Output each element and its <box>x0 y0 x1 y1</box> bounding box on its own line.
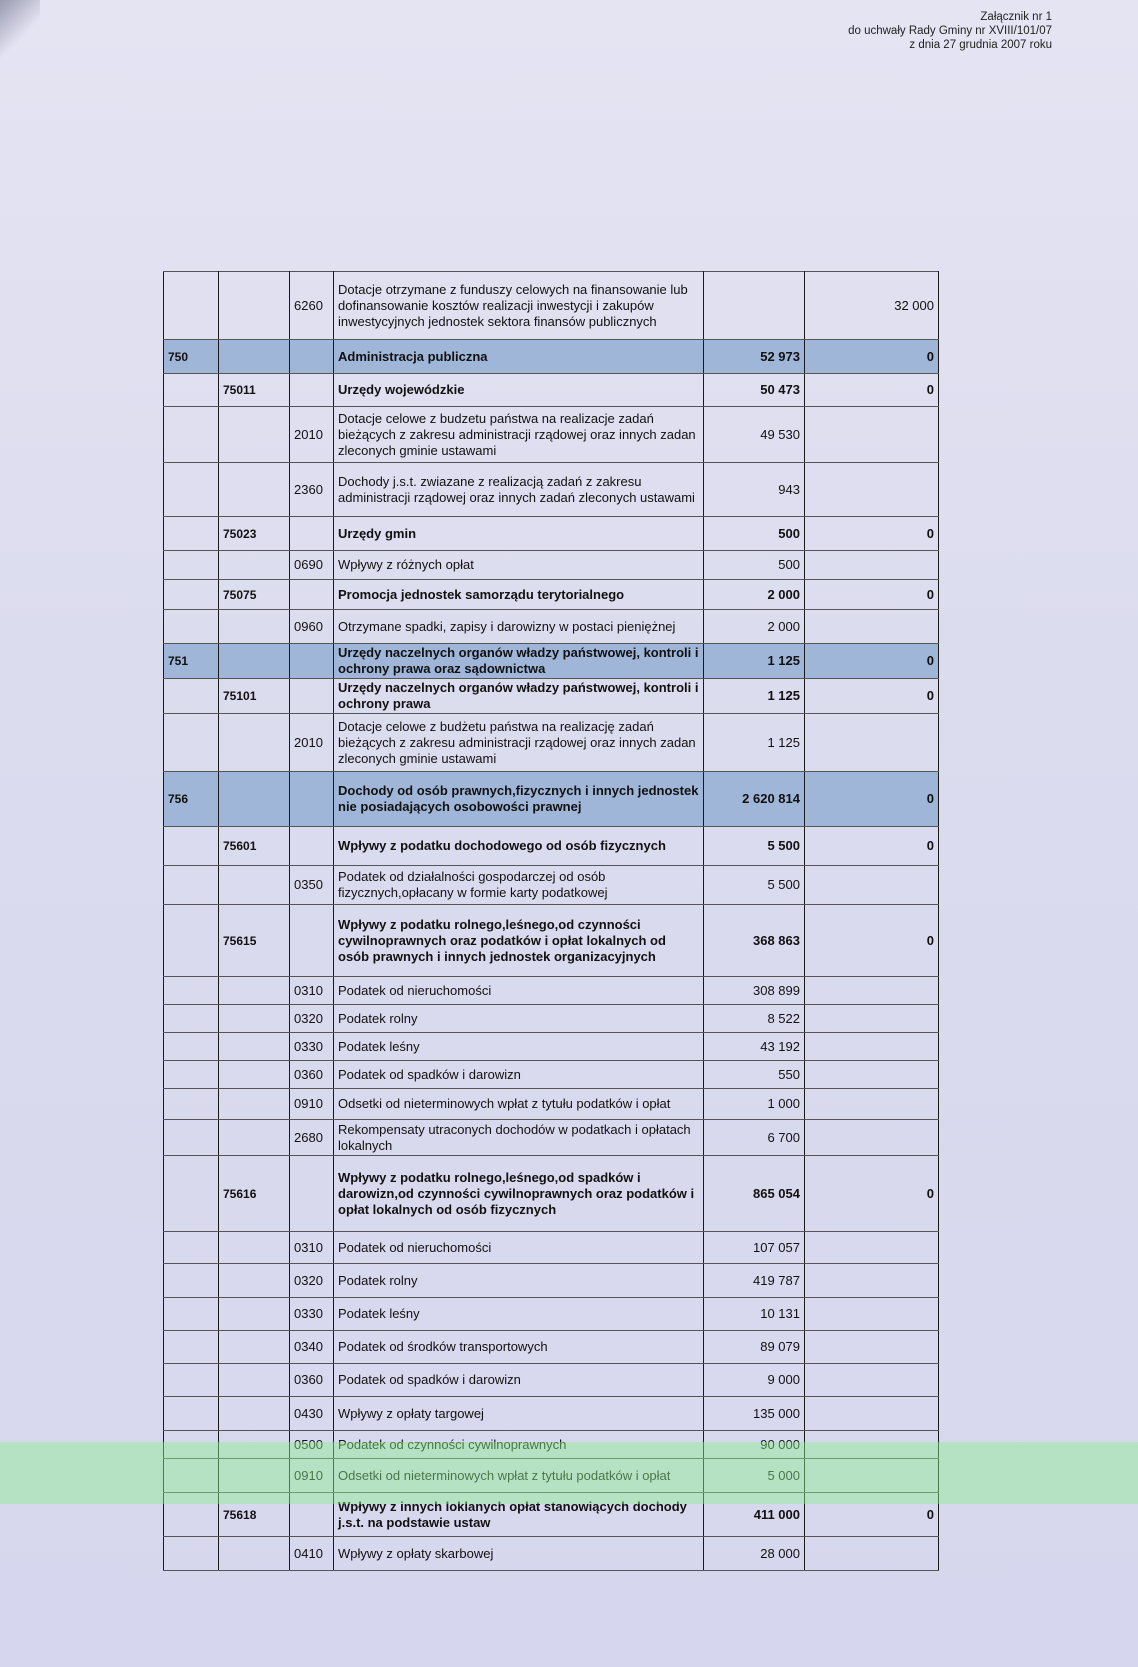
cell-rozdzial <box>219 714 290 772</box>
cell-inwestycje <box>805 977 939 1005</box>
cell-paragraf: 0340 <box>290 1331 334 1364</box>
cell-dzial <box>164 374 219 407</box>
cell-inwestycje <box>805 1061 939 1089</box>
table-row-pozycja <box>164 1397 939 1431</box>
cell-paragraf: 0350 <box>290 866 334 905</box>
header-resolution-date: z dnia 27 grudnia 2007 roku <box>909 39 1052 51</box>
cell-dzial <box>164 1537 219 1571</box>
cell-rozdzial <box>219 407 290 463</box>
cell-rozdzial <box>219 551 290 580</box>
cell-rozdzial: 75023 <box>219 517 290 551</box>
cell-plan: 5 500 <box>704 827 805 866</box>
cell-plan: 52 973 <box>704 340 805 374</box>
cell-nazwa: Podatek leśny <box>334 1298 704 1331</box>
cell-plan: 2 620 814 <box>704 772 805 827</box>
cell-dzial <box>164 866 219 905</box>
cell-paragraf: 0310 <box>290 977 334 1005</box>
cell-dzial <box>164 272 219 340</box>
table-row-pozycja <box>164 1005 939 1033</box>
cell-plan: 411 000 <box>704 1493 805 1537</box>
table-row-pozycja <box>164 1120 939 1156</box>
cell-rozdzial <box>219 977 290 1005</box>
cell-plan: 90 000 <box>704 1431 805 1459</box>
cell-plan: 49 530 <box>704 407 805 463</box>
cell-nazwa: Podatek od spadków i darowizn <box>334 1061 704 1089</box>
cell-inwestycje: 0 <box>805 905 939 977</box>
cell-dzial <box>164 1298 219 1331</box>
cell-paragraf: 0410 <box>290 1537 334 1571</box>
cell-dzial <box>164 1264 219 1298</box>
table-row-rozdz <box>164 517 939 551</box>
cell-dzial <box>164 1005 219 1033</box>
cell-plan: 943 <box>704 463 805 517</box>
cell-inwestycje <box>805 1120 939 1156</box>
cell-plan: 1 125 <box>704 679 805 714</box>
cell-paragraf <box>290 580 334 610</box>
cell-rozdzial <box>219 1264 290 1298</box>
cell-rozdzial <box>219 1331 290 1364</box>
cell-plan: 9 000 <box>704 1364 805 1397</box>
table-row-rozdz <box>164 374 939 407</box>
cell-plan: 1 125 <box>704 714 805 772</box>
cell-nazwa: Dochody j.s.t. zwiazane z realizacją zadań z zakresu administracji rządowej oraz innych zadań zleconych ustawami <box>334 463 704 517</box>
table-row-pozycja <box>164 1232 939 1264</box>
cell-paragraf: 0320 <box>290 1005 334 1033</box>
cell-dzial <box>164 517 219 551</box>
header-resolution-number: do uchwały Rady Gminy nr XVIII/101/07 <box>848 25 1052 37</box>
cell-dzial <box>164 610 219 644</box>
cell-paragraf <box>290 772 334 827</box>
table-row-dzial <box>164 340 939 374</box>
cell-rozdzial: 75101 <box>219 679 290 714</box>
cell-nazwa: Wpływy z różnych opłat <box>334 551 704 580</box>
cell-inwestycje: 0 <box>805 772 939 827</box>
cell-plan: 10 131 <box>704 1298 805 1331</box>
cell-inwestycje <box>805 1264 939 1298</box>
cell-nazwa: Wpływy z podatku rolnego,leśnego,od czynności cywilnoprawnych oraz podatków i opłat lokalnych od osób prawnych i innych jednostek organizacyjnych <box>334 905 704 977</box>
cell-plan: 6 700 <box>704 1120 805 1156</box>
cell-plan: 28 000 <box>704 1537 805 1571</box>
cell-inwestycje <box>805 1089 939 1120</box>
cell-paragraf <box>290 517 334 551</box>
table-row-pozycja <box>164 1264 939 1298</box>
cell-paragraf: 0500 <box>290 1431 334 1459</box>
cell-plan: 135 000 <box>704 1397 805 1431</box>
highlight-band <box>0 1442 1138 1504</box>
cell-paragraf: 0360 <box>290 1061 334 1089</box>
cell-inwestycje <box>805 463 939 517</box>
cell-paragraf: 0320 <box>290 1264 334 1298</box>
cell-paragraf <box>290 827 334 866</box>
cell-dzial <box>164 679 219 714</box>
budget-table-body <box>164 272 939 1571</box>
cell-paragraf: 2010 <box>290 407 334 463</box>
table-row-rozdz <box>164 679 939 714</box>
cell-plan: 1 125 <box>704 644 805 679</box>
cell-nazwa: Podatek rolny <box>334 1005 704 1033</box>
cell-inwestycje: 0 <box>805 827 939 866</box>
cell-nazwa: Dotacje celowe z budzetu państwa na realizacje zadań bieżących z zakresu administracji rządowej oraz innych zadan zleconych gminie ustawami <box>334 407 704 463</box>
table-row-pozycja <box>164 1331 939 1364</box>
cell-nazwa: Wpływy z innych loklanych opłat stanowiących dochody j.s.t. na podstawie ustaw <box>334 1493 704 1537</box>
cell-plan: 1 000 <box>704 1089 805 1120</box>
cell-rozdzial <box>219 866 290 905</box>
cell-inwestycje: 32 000 <box>805 272 939 340</box>
cell-rozdzial <box>219 272 290 340</box>
cell-plan: 419 787 <box>704 1264 805 1298</box>
cell-inwestycje <box>805 407 939 463</box>
cell-plan: 107 057 <box>704 1232 805 1264</box>
cell-plan: 368 863 <box>704 905 805 977</box>
table-row-pozycja <box>164 1298 939 1331</box>
cell-paragraf: 0910 <box>290 1089 334 1120</box>
cell-dzial: 756 <box>164 772 219 827</box>
document-header <box>848 10 1052 52</box>
cell-plan: 2 000 <box>704 610 805 644</box>
cell-nazwa: Urzędy gmin <box>334 517 704 551</box>
table-row-rozdz <box>164 580 939 610</box>
cell-nazwa: Rekompensaty utraconych dochodów w podatkach i opłatach lokalnych <box>334 1120 704 1156</box>
cell-dzial <box>164 1120 219 1156</box>
cell-rozdzial <box>219 610 290 644</box>
cell-dzial <box>164 905 219 977</box>
cell-nazwa: Podatek leśny <box>334 1033 704 1061</box>
cell-nazwa: Podatek od działalności gospodarczej od osób fizycznych,opłacany w formie karty podatkowej <box>334 866 704 905</box>
table-row-pozycja <box>164 407 939 463</box>
cell-rozdzial <box>219 644 290 679</box>
table-row-pozycja <box>164 1364 939 1397</box>
cell-nazwa: Urzędy wojewódzkie <box>334 374 704 407</box>
table-row-pozycja <box>164 714 939 772</box>
cell-dzial <box>164 463 219 517</box>
cell-plan: 500 <box>704 551 805 580</box>
cell-dzial <box>164 551 219 580</box>
cell-rozdzial: 75011 <box>219 374 290 407</box>
cell-paragraf <box>290 374 334 407</box>
cell-nazwa: Wpływy z opłaty skarbowej <box>334 1537 704 1571</box>
cell-rozdzial <box>219 1061 290 1089</box>
cell-dzial <box>164 714 219 772</box>
cell-inwestycje: 0 <box>805 580 939 610</box>
table-row-pozycja <box>164 866 939 905</box>
cell-nazwa: Odsetki od nieterminowych wpłat z tytułu podatków i opłat <box>334 1459 704 1493</box>
cell-nazwa: Urzędy naczelnych organów władzy państwowej, kontroli i ochrony prawa <box>334 679 704 714</box>
cell-inwestycje <box>805 1537 939 1571</box>
cell-nazwa: Podatek od nieruchomości <box>334 977 704 1005</box>
cell-paragraf: 0330 <box>290 1033 334 1061</box>
cell-paragraf: 0360 <box>290 1364 334 1397</box>
table-row-pozycja <box>164 463 939 517</box>
cell-inwestycje <box>805 1033 939 1061</box>
cell-nazwa: Podatek od nieruchomości <box>334 1232 704 1264</box>
cell-nazwa: Odsetki od nieterminowych wpłat z tytułu podatków i opłat <box>334 1089 704 1120</box>
cell-rozdzial <box>219 1033 290 1061</box>
cell-dzial: 751 <box>164 644 219 679</box>
table-row-dzial <box>164 772 939 827</box>
cell-nazwa: Urzędy naczelnych organów władzy państwowej, kontroli i ochrony prawa oraz sądownictwa <box>334 644 704 679</box>
cell-paragraf: 2680 <box>290 1120 334 1156</box>
cell-inwestycje <box>805 714 939 772</box>
cell-inwestycje: 0 <box>805 679 939 714</box>
cell-rozdzial <box>219 340 290 374</box>
cell-rozdzial: 75618 <box>219 1493 290 1537</box>
cell-nazwa: Promocja jednostek samorządu terytorialnego <box>334 580 704 610</box>
cell-rozdzial <box>219 1537 290 1571</box>
cell-inwestycje: 0 <box>805 1493 939 1537</box>
table-row-pozycja <box>164 610 939 644</box>
cell-rozdzial <box>219 1364 290 1397</box>
cell-dzial <box>164 1364 219 1397</box>
cell-nazwa: Administracja publiczna <box>334 340 704 374</box>
table-row-pozycja <box>164 272 939 340</box>
scan-corner-shadow <box>0 0 40 60</box>
cell-rozdzial: 75616 <box>219 1156 290 1232</box>
cell-inwestycje <box>805 1397 939 1431</box>
table-row-pozycja <box>164 1089 939 1120</box>
table-row-pozycja <box>164 1061 939 1089</box>
cell-inwestycje <box>805 1232 939 1264</box>
cell-nazwa: Podatek rolny <box>334 1264 704 1298</box>
cell-plan <box>704 272 805 340</box>
table-row-rozdz <box>164 905 939 977</box>
cell-dzial <box>164 1061 219 1089</box>
cell-inwestycje <box>805 1364 939 1397</box>
cell-dzial <box>164 1331 219 1364</box>
cell-nazwa: Wpływy z podatku dochodowego od osób fizycznych <box>334 827 704 866</box>
cell-dzial <box>164 1033 219 1061</box>
cell-plan: 8 522 <box>704 1005 805 1033</box>
cell-plan: 43 192 <box>704 1033 805 1061</box>
cell-plan: 308 899 <box>704 977 805 1005</box>
cell-dzial <box>164 977 219 1005</box>
cell-nazwa: Dotacje celowe z budżetu państwa na realizację zadań bieżących z zakresu administracji rządowej oraz innych zadan zleconych gminie ustawami <box>334 714 704 772</box>
cell-nazwa: Otrzymane spadki, zapisy i darowizny w postaci pieniężnej <box>334 610 704 644</box>
cell-inwestycje: 0 <box>805 340 939 374</box>
cell-paragraf: 2360 <box>290 463 334 517</box>
cell-inwestycje: 0 <box>805 1156 939 1232</box>
table-row-rozdz <box>164 827 939 866</box>
cell-paragraf: 0430 <box>290 1397 334 1431</box>
cell-plan: 89 079 <box>704 1331 805 1364</box>
cell-plan: 5 000 <box>704 1459 805 1493</box>
cell-rozdzial <box>219 1397 290 1431</box>
cell-inwestycje: 0 <box>805 374 939 407</box>
cell-rozdzial <box>219 1005 290 1033</box>
cell-inwestycje <box>805 610 939 644</box>
table-row-pozycja <box>164 977 939 1005</box>
cell-paragraf: 6260 <box>290 272 334 340</box>
cell-paragraf <box>290 1156 334 1232</box>
cell-paragraf <box>290 644 334 679</box>
cell-paragraf: 0960 <box>290 610 334 644</box>
cell-plan: 5 500 <box>704 866 805 905</box>
cell-dzial <box>164 1089 219 1120</box>
cell-inwestycje <box>805 1005 939 1033</box>
cell-inwestycje <box>805 866 939 905</box>
header-attachment-number: Załącznik nr 1 <box>980 11 1052 23</box>
cell-paragraf: 2010 <box>290 714 334 772</box>
cell-dzial <box>164 1232 219 1264</box>
cell-rozdzial: 75601 <box>219 827 290 866</box>
cell-dzial <box>164 1397 219 1431</box>
cell-inwestycje: 0 <box>805 517 939 551</box>
cell-plan: 2 000 <box>704 580 805 610</box>
cell-paragraf: 0690 <box>290 551 334 580</box>
table-row-pozycja <box>164 551 939 580</box>
cell-nazwa: Podatek od środków transportowych <box>334 1331 704 1364</box>
table-row-dzial <box>164 644 939 679</box>
cell-plan: 865 054 <box>704 1156 805 1232</box>
cell-inwestycje: 0 <box>805 644 939 679</box>
cell-dzial <box>164 1156 219 1232</box>
cell-paragraf <box>290 679 334 714</box>
cell-dzial: 750 <box>164 340 219 374</box>
cell-rozdzial <box>219 1232 290 1264</box>
cell-paragraf: 0310 <box>290 1232 334 1264</box>
cell-inwestycje <box>805 1331 939 1364</box>
cell-dzial <box>164 580 219 610</box>
cell-rozdzial <box>219 463 290 517</box>
cell-rozdzial: 75075 <box>219 580 290 610</box>
cell-nazwa: Dochody od osób prawnych,fizycznych i innych jednostek nie posiadających osobowości prawnej <box>334 772 704 827</box>
cell-inwestycje <box>805 551 939 580</box>
cell-rozdzial <box>219 1120 290 1156</box>
cell-paragraf <box>290 905 334 977</box>
cell-nazwa: Dotacje otrzymane z funduszy celowych na finansowanie lub dofinansowanie kosztów realizacji inwestycji i zakupów inwestycyjnych jednostek sektora finansów publicznych <box>334 272 704 340</box>
cell-dzial <box>164 827 219 866</box>
cell-inwestycje <box>805 1298 939 1331</box>
cell-plan: 50 473 <box>704 374 805 407</box>
cell-rozdzial <box>219 1089 290 1120</box>
table-row-rozdz <box>164 1156 939 1232</box>
cell-nazwa: Wpływy z opłaty targowej <box>334 1397 704 1431</box>
cell-rozdzial <box>219 772 290 827</box>
table-row-pozycja <box>164 1033 939 1061</box>
cell-dzial <box>164 407 219 463</box>
cell-paragraf <box>290 340 334 374</box>
cell-paragraf: 0910 <box>290 1459 334 1493</box>
cell-paragraf: 0330 <box>290 1298 334 1331</box>
cell-nazwa: Wpływy z podatku rolnego,leśnego,od spadków i darowizn,od czynności cywilnoprawnych oraz podatków i opłat lokalnych od osób fizycznych <box>334 1156 704 1232</box>
cell-plan: 550 <box>704 1061 805 1089</box>
budget-table <box>163 271 939 1571</box>
cell-rozdzial <box>219 1298 290 1331</box>
cell-nazwa: Podatek od spadków i darowizn <box>334 1364 704 1397</box>
cell-nazwa: Podatek od czynności cywilnoprawnych <box>334 1431 704 1459</box>
table-row-pozycja <box>164 1537 939 1571</box>
cell-rozdzial: 75615 <box>219 905 290 977</box>
cell-plan: 500 <box>704 517 805 551</box>
